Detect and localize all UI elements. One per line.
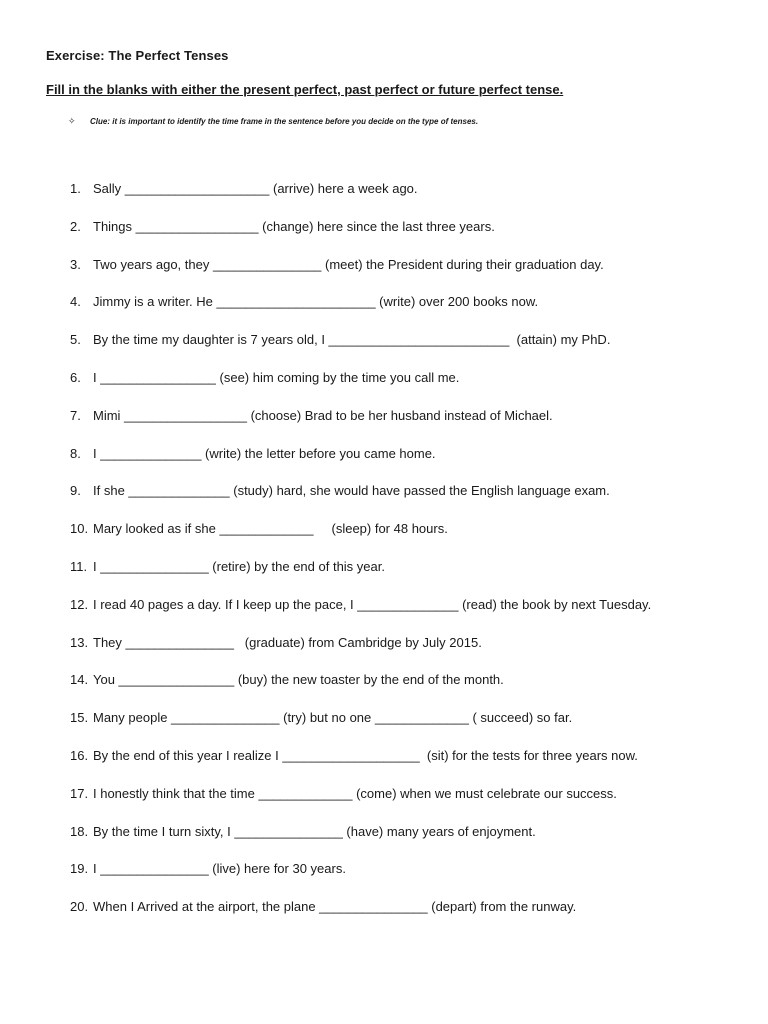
- clue-text: Clue: it is important to identify the time frame in the sentence before you decide on the type of tenses.: [90, 117, 479, 126]
- question-number: 15.: [70, 710, 89, 726]
- question-text: I read 40 pages a day. If I keep up the pace, I ______________ (read) the book by next Tuesday.: [93, 596, 652, 612]
- question-number: 2.: [70, 218, 81, 234]
- question-number: 7.: [70, 407, 81, 423]
- question-text: I honestly think that the time _____________ (come) when we must celebrate our success.: [93, 785, 617, 801]
- question-item: [70, 899, 750, 937]
- question-text: By the time I turn sixty, I _______________ (have) many years of enjoyment.: [93, 823, 536, 839]
- question-number: 17.: [70, 785, 89, 801]
- question-item: [70, 597, 750, 635]
- question-text: By the time my daughter is 7 years old, I _________________________ (attain) my PhD.: [93, 332, 611, 348]
- question-item: [70, 748, 750, 786]
- question-text: I ________________ (see) him coming by the time you call me.: [93, 369, 460, 385]
- question-item: [70, 332, 750, 370]
- question-text: You ________________ (buy) the new toaster by the end of the month.: [93, 672, 504, 688]
- question-text: Two years ago, they _______________ (meet) the President during their graduation day.: [93, 256, 604, 272]
- question-text: Sally ____________________ (arrive) here a week ago.: [93, 181, 418, 196]
- question-text: By the end of this year I realize I ___________________ (sit) for the tests for three years now.: [93, 747, 638, 763]
- question-text: If she ______________ (study) hard, she would have passed the English language exam.: [93, 483, 610, 499]
- question-item: [70, 786, 750, 824]
- question-number: 3.: [70, 256, 81, 272]
- question-text: Jimmy is a writer. He ______________________ (write) over 200 books now.: [93, 294, 539, 310]
- question-item: [70, 294, 750, 332]
- question-item: [70, 181, 750, 219]
- question-list: [70, 181, 750, 937]
- question-item: [70, 370, 750, 408]
- question-number: 14.: [70, 672, 89, 688]
- question-number: 11.: [70, 558, 88, 574]
- question-number: 4.: [70, 294, 81, 310]
- question-item: [70, 219, 750, 257]
- question-number: 19.: [70, 861, 89, 877]
- question-item: [70, 635, 750, 673]
- question-item: [70, 824, 750, 862]
- question-number: 1.: [70, 181, 81, 196]
- question-number: 13.: [70, 634, 89, 650]
- bullet-icon: ✧: [68, 116, 76, 126]
- question-text: When I Arrived at the airport, the plane _______________ (depart) from the runway.: [93, 899, 577, 915]
- worksheet-title: Exercise: The Perfect Tenses: [46, 48, 229, 63]
- question-text: I ______________ (write) the letter before you came home.: [93, 445, 436, 461]
- question-number: 18.: [70, 823, 89, 839]
- question-text: Things _________________ (change) here since the last three years.: [93, 218, 495, 234]
- question-item: [70, 861, 750, 899]
- question-item: [70, 446, 750, 484]
- question-number: 6.: [70, 369, 81, 385]
- question-item: [70, 672, 750, 710]
- question-item: [70, 483, 750, 521]
- instruction-text: Fill in the blanks with either the present perfect, past perfect or future perfect tense.: [46, 82, 564, 97]
- question-item: [70, 521, 750, 559]
- question-number: 10.: [70, 521, 89, 537]
- question-text: Many people _______________ (try) but no one _____________ ( succeed) so far.: [93, 710, 573, 726]
- question-item: [70, 710, 750, 748]
- question-text: I _______________ (retire) by the end of this year.: [93, 558, 385, 574]
- question-item: [70, 559, 750, 597]
- question-number: 12.: [70, 596, 89, 612]
- question-text: They _______________ (graduate) from Cambridge by July 2015.: [93, 634, 482, 650]
- question-text: I _______________ (live) here for 30 years.: [93, 861, 346, 877]
- question-item: [70, 408, 750, 446]
- clue-line: [68, 116, 478, 127]
- question-item: [70, 257, 750, 295]
- question-number: 16.: [70, 747, 89, 763]
- question-number: 8.: [70, 445, 81, 461]
- question-number: 9.: [70, 483, 81, 499]
- question-text: Mimi _________________ (choose) Brad to be her husband instead of Michael.: [93, 407, 553, 423]
- question-text: Mary looked as if she _____________ (sleep) for 48 hours.: [93, 521, 448, 537]
- question-number: 5.: [70, 332, 81, 348]
- question-number: 20.: [70, 899, 89, 915]
